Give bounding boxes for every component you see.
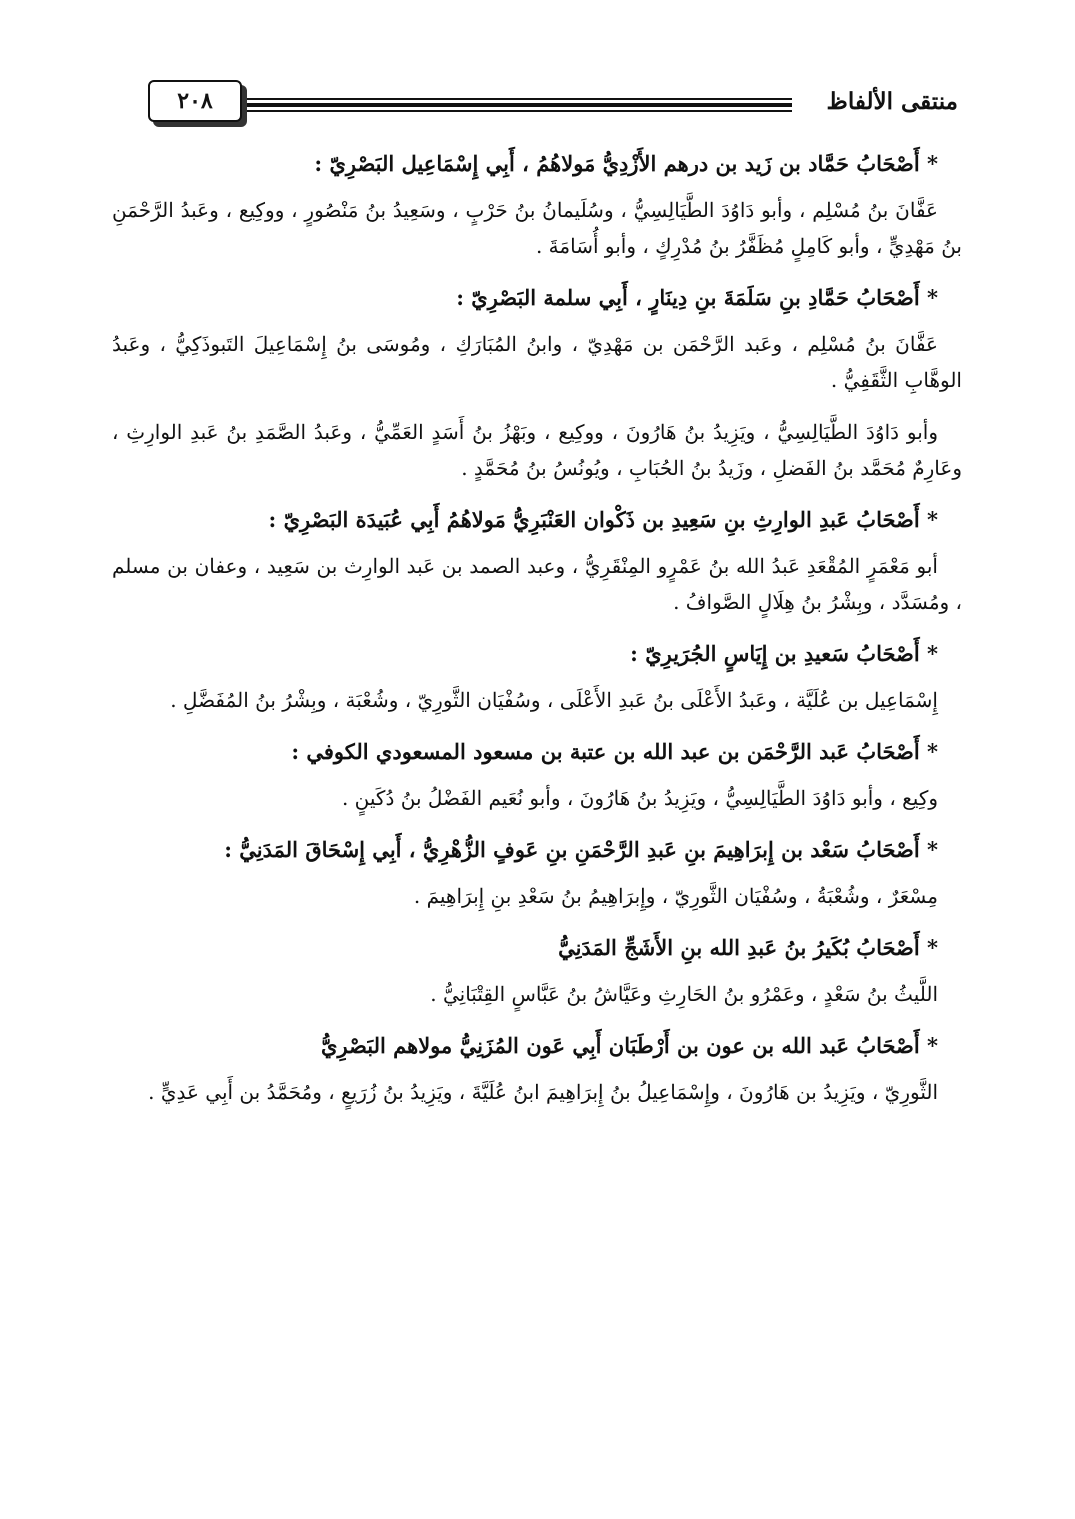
paragraph: اللَّيثُ بنُ سَعْدٍ ، وعَمْرُو بنُ الحَارِثِ وعَيَّاشُ بنُ عَبَّاسٍ القِتْبَانِيُّ . — [430, 982, 938, 1006]
paragraph: وكِيع ، وأبو دَاوُدَ الطَّيَالِسِيُّ ، ويَزِيدُ بنُ هَارُونَ ، وأبو نُعَيم الفَضْلُ بنُ دُكَينٍ . — [341, 786, 938, 810]
paragraph: وأبو دَاوُدَ الطَّيَالِسِيُّ ، ويَزِيدُ بنُ هَارُونَ ، ووكِيع ، وبَهْزُ بنُ أَسَدٍ العَمِّيُّ ، وعَبدُ الصَّمَدِ بنُ عَبدِ الوارِثِ ، وعَارِمٌ مُحَمَّد بنُ الفَضلِ ، وزَيدُ بنُ الحُبَابِ ، ويُونُسُ بنُ مُحَمَّدٍ . — [112, 420, 962, 480]
paragraph: عَفَّانَ بنُ مُسْلِم ، وعَبد الرَّحْمَن بن مَهْدِيّ ، وابنُ المُبَارَكِ ، ومُوسَى بنُ إِسْمَاعِيلَ التَبوذَكِيُّ ، وعَبدُ الوهَّابِ الثَّقَفِيُّ . — [112, 332, 962, 392]
header-rule — [246, 98, 792, 112]
section-heading: * أَصْحَابُ حَمَّاد بن زَيد بن درهم الأَزْدِيُّ مَولاهُمُ ، أَبِي إِسْمَاعِيل البَصْرِيّ : — [314, 151, 938, 176]
book-title: منتقى الألفاظ — [826, 88, 958, 115]
page-body — [112, 146, 962, 1126]
section-heading: * أَصْحَابُ عَبد الرَّحْمَن بن عبد الله بن عتبة بن مسعود المسعودي الكوفي : — [291, 739, 938, 764]
section-heading: * أَصْحَابُ عَبدِ الوارِثِ بنِ سَعِيدِ بن ذَكْوان العَنْبَرِيُّ مَولاهُمُ أَبِي عُبَيدَة البَصْرِيّ : — [268, 507, 938, 532]
section-heading: * أَصْحَابُ سَعيدِ بن إِيَاسٍ الجُرَيرِيّ : — [630, 641, 938, 666]
paragraph: عَفَّانَ بنُ مُسْلِم ، وأبو دَاوُدَ الطَّيَالِسِيُّ ، وسُلَيمانُ بنُ حَرْبٍ ، وسَعِيدُ بنُ مَنْصُورٍ ، ووكِيع ، وعَبدُ الرَّحْمَنِ بنُ مَهْدِيٍّ ، وأبو كَامِلٍ مُظَفَّرُ بنُ مُدْرِكٍ ، وأبو أُسَامَةَ . — [112, 198, 962, 258]
paragraph: مِسْعَرٌ ، وشُعْبَةُ ، وسُفْيَان الثَّورِيّ ، وإِبرَاهِيمُ بنُ سَعْدِ بنِ إِبرَاهِيمَ . — [413, 884, 938, 908]
paragraph: الثَّورِيّ ، ويَزِيدُ بن هَارُونَ ، وإِسْمَاعِيلُ بنُ إِبرَاهِيمَ ابنُ عُلَيَّةَ ، ويَزِيدُ بنُ زُرَيعٍ ، ومُحَمَّدُ بن أَبِي عَدِيٍّ . — [148, 1080, 938, 1104]
section-heading: * أَصْحَابُ سَعْد بن إِبرَاهِيمَ بنِ عَبدِ الرَّحْمَنِ بنِ عَوفٍ الزُّهْرِيُّ ، أَبِي إِسْحَاقَ المَدَنِيُّ : — [224, 837, 938, 862]
section-heading: * أَصْحَابُ بُكَيرُ بنُ عَبدِ الله بنِ الأَشَجِّ المَدَنِيُّ — [558, 935, 938, 960]
section-heading: * أَصْحَابُ عَبد الله بن عون بن أَرْطَبَان أَبِي عَون المُزَنِيُّ مولاهم البَصْرِيُّ — [321, 1033, 938, 1058]
paragraph: أبو مَعْمَرٍ المُقْعَدِ عَبدُ الله بنُ عَمْرٍو المِنْقَرِيُّ ، وعبد الصمد بن عَبد الوارِث بن سَعِيد ، وعفان بن مسلم ، ومُسَدَّد ، وبِشْرُ بنُ هِلَالٍ الصَّوافُ . — [112, 554, 962, 614]
paragraph: إِسْمَاعِيل بن عُلَيَّة ، وعَبدُ الأَعْلَى بنُ عَبدِ الأَعْلَى ، وسُفْيَان الثَّورِيّ ، وشُعْبَة ، وبِشْرُ بنُ المُفَضَّلِ . — [170, 688, 938, 712]
section-heading: * أَصْحَابُ حَمَّادِ بنِ سَلَمَةَ بنِ دِينَارٍ ، أَبِي سلمة البَصْرِيّ : — [456, 285, 938, 310]
page-number: ٢٠٨ — [148, 80, 242, 122]
page-header — [118, 78, 958, 134]
